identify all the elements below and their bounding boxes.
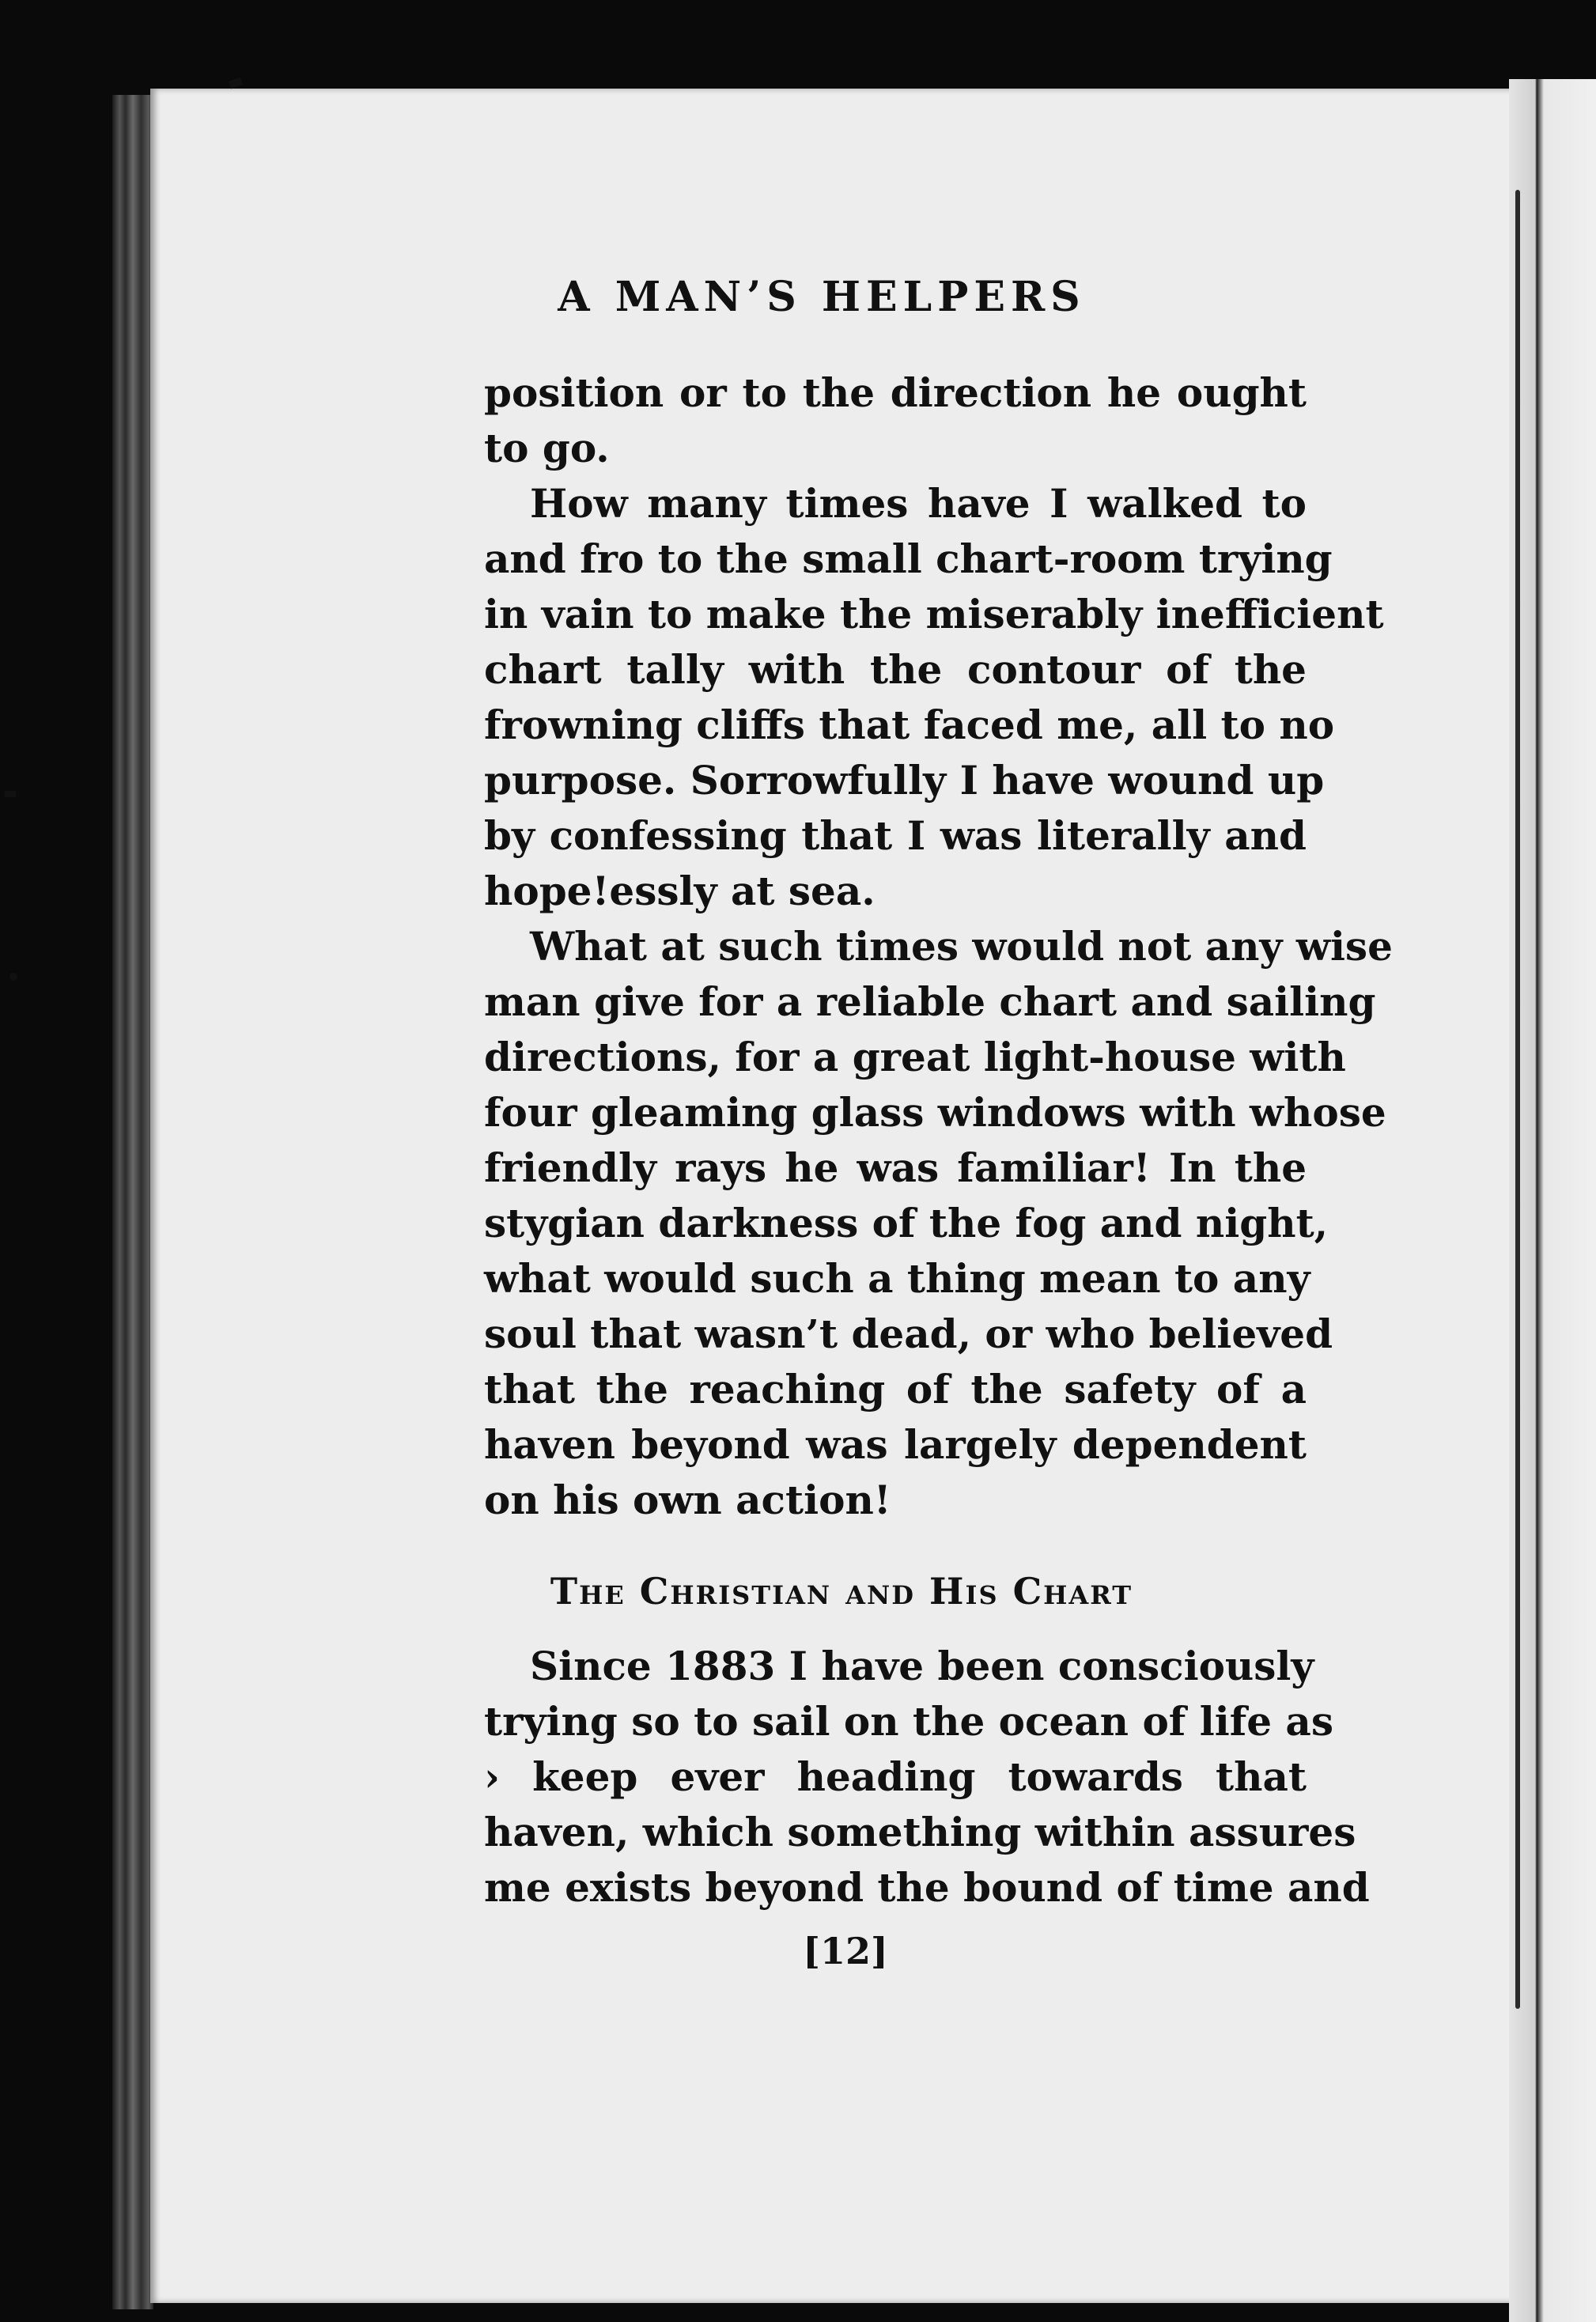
text-line: hope!essly at sea. <box>484 868 876 914</box>
text-line: that the reaching of the safety of a <box>484 1366 1307 1412</box>
text-line: man give for a reliable chart and sailing <box>484 978 1376 1025</box>
text-line: haven, which something within assures <box>484 1809 1356 1855</box>
text-line: directions, for a great light-house with <box>484 1034 1346 1080</box>
text-line: chart tally with the contour of the <box>484 646 1307 693</box>
text-line: › keep ever heading towards that <box>484 1753 1307 1800</box>
text-line: to go. <box>484 425 610 471</box>
text-line: frowning cliffs that faced me, all to no <box>484 702 1335 748</box>
text-line: How many times have I walked to <box>530 480 1307 527</box>
scan-speck <box>9 973 17 981</box>
text-line: in vain to make the miserably inefficient <box>484 591 1384 637</box>
text-line: by confessing that I was literally and <box>484 812 1307 859</box>
text-line: trying so to sail on the ocean of life as <box>484 1698 1333 1745</box>
text-line: four gleaming glass windows with whose <box>484 1089 1386 1136</box>
section-heading: The Christian and His Chart <box>550 1570 1133 1613</box>
book-spine <box>112 95 153 2309</box>
facing-page-edge <box>1509 79 1596 2322</box>
text-line: soul that wasn’t dead, or who believed <box>484 1310 1333 1357</box>
text-line: and fro to the small chart-room trying <box>484 535 1333 582</box>
text-line: purpose. Sorrowfully I have wound up <box>484 757 1325 804</box>
text-line: What at such times would not any wise <box>530 923 1393 970</box>
text-line: stygian darkness of the fog and night, <box>484 1200 1329 1246</box>
text-line: on his own action! <box>484 1477 891 1523</box>
text-line: position or to the direction he ought <box>484 369 1307 416</box>
text-line: what would such a thing mean to any <box>484 1255 1310 1302</box>
text-line: Since 1883 I have been consciously <box>530 1643 1314 1689</box>
text-line: me exists beyond the bound of time and <box>484 1864 1370 1911</box>
scan-speck <box>229 78 243 89</box>
gutter-shadow-line <box>1515 190 1520 2009</box>
scan-speck <box>5 791 16 797</box>
text-line: friendly rays he was familiar! In the <box>484 1144 1307 1191</box>
page-number: [12] <box>803 1930 888 1972</box>
running-head: A MAN’S HELPERS <box>558 273 1086 321</box>
text-line: haven beyond was largely dependent <box>484 1421 1307 1468</box>
